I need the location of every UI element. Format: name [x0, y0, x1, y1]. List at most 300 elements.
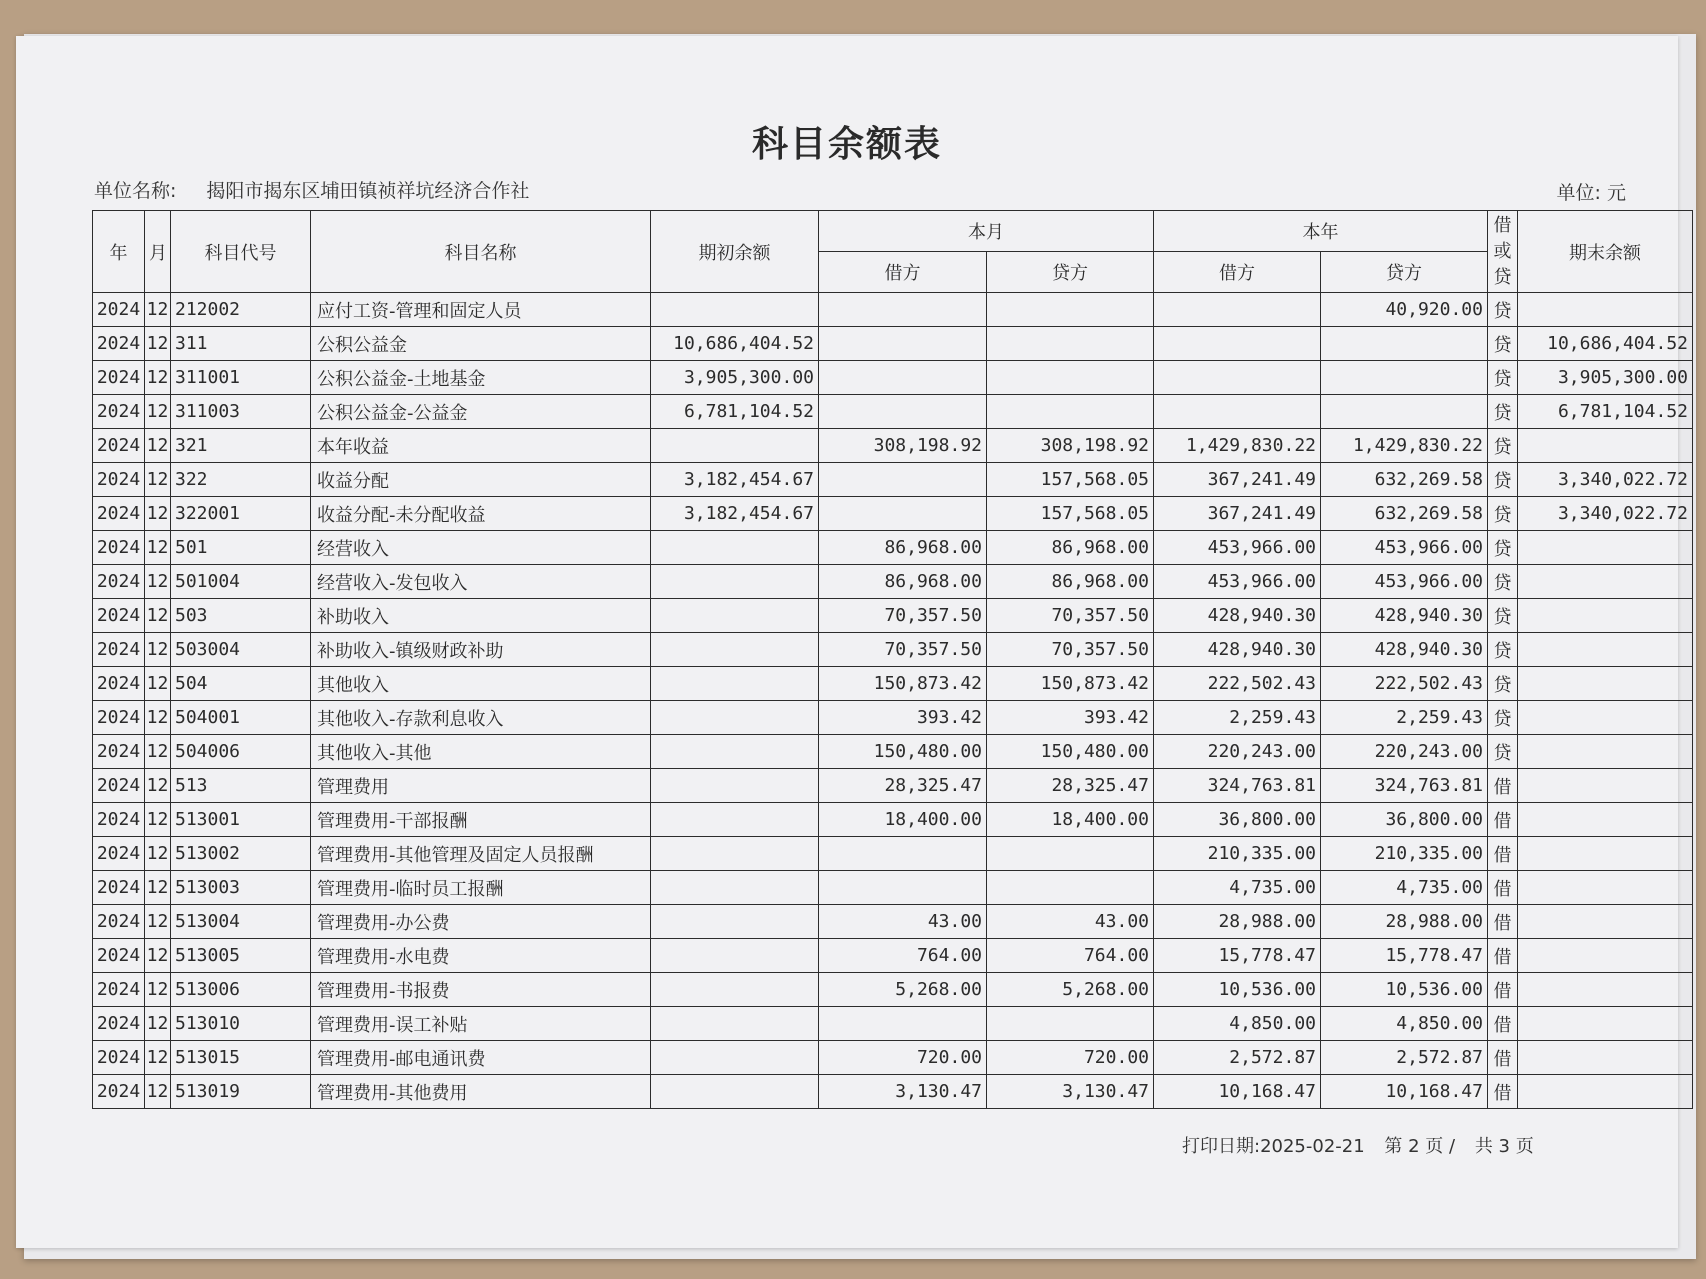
table-row	[93, 293, 1693, 327]
cell-year: 2024	[93, 1007, 145, 1041]
cell-month-debit	[819, 395, 987, 429]
cell-month: 12	[145, 429, 171, 463]
cell-dc: 贷	[1488, 361, 1518, 395]
cell-dc: 贷	[1488, 599, 1518, 633]
header-closing: 期末余额	[1518, 211, 1693, 293]
cell-opening	[651, 701, 819, 735]
cell-name: 收益分配	[311, 463, 651, 497]
cell-closing	[1518, 667, 1693, 701]
cell-month-debit: 70,357.50	[819, 633, 987, 667]
cell-code: 513004	[171, 905, 311, 939]
cell-code: 513002	[171, 837, 311, 871]
document-page	[16, 36, 1688, 1248]
table-row	[93, 565, 1693, 599]
cell-name: 管理费用-邮电通讯费	[311, 1041, 651, 1075]
cell-code: 513001	[171, 803, 311, 837]
cell-opening	[651, 871, 819, 905]
cell-name: 其他收入	[311, 667, 651, 701]
cell-dc: 借	[1488, 1075, 1518, 1109]
cell-year-credit: 220,243.00	[1321, 735, 1488, 769]
cell-name: 管理费用-水电费	[311, 939, 651, 973]
cell-closing	[1518, 1007, 1693, 1041]
header-year-credit: 贷方	[1321, 252, 1488, 293]
header-month-credit: 贷方	[987, 252, 1154, 293]
cell-year-credit: 28,988.00	[1321, 905, 1488, 939]
cell-closing: 3,905,300.00	[1518, 361, 1693, 395]
cell-name: 管理费用-其他管理及固定人员报酬	[311, 837, 651, 871]
cell-year: 2024	[93, 293, 145, 327]
cell-year-debit: 453,966.00	[1154, 565, 1321, 599]
table-row	[93, 633, 1693, 667]
cell-year-credit: 4,735.00	[1321, 871, 1488, 905]
cell-month: 12	[145, 1075, 171, 1109]
cell-name: 应付工资-管理和固定人员	[311, 293, 651, 327]
cell-year-credit	[1321, 327, 1488, 361]
cell-month-debit: 28,325.47	[819, 769, 987, 803]
cell-month-debit: 720.00	[819, 1041, 987, 1075]
cell-name: 经营收入-发包收入	[311, 565, 651, 599]
cell-year-debit	[1154, 293, 1321, 327]
cell-name: 经营收入	[311, 531, 651, 565]
cell-year-credit: 40,920.00	[1321, 293, 1488, 327]
cell-closing	[1518, 565, 1693, 599]
cell-year: 2024	[93, 735, 145, 769]
cell-month: 12	[145, 1041, 171, 1075]
cell-month-debit	[819, 293, 987, 327]
table-row	[93, 871, 1693, 905]
cell-closing: 3,340,022.72	[1518, 497, 1693, 531]
cell-year-debit: 2,572.87	[1154, 1041, 1321, 1075]
cell-month-credit: 70,357.50	[987, 633, 1154, 667]
cell-opening	[651, 1041, 819, 1075]
cell-month-debit: 393.42	[819, 701, 987, 735]
cell-year: 2024	[93, 327, 145, 361]
cell-opening	[651, 735, 819, 769]
cell-opening	[651, 1075, 819, 1109]
cell-opening	[651, 565, 819, 599]
table-row	[93, 429, 1693, 463]
cell-month-credit: 43.00	[987, 905, 1154, 939]
table-row	[93, 327, 1693, 361]
cell-closing	[1518, 905, 1693, 939]
cell-code: 504	[171, 667, 311, 701]
table-row	[93, 599, 1693, 633]
cell-year-credit: 2,572.87	[1321, 1041, 1488, 1075]
cell-year: 2024	[93, 769, 145, 803]
cell-month-debit	[819, 327, 987, 361]
cell-dc: 借	[1488, 871, 1518, 905]
cell-opening: 3,182,454.67	[651, 463, 819, 497]
header-dc-2: 或	[1493, 240, 1512, 262]
cell-month-debit: 150,873.42	[819, 667, 987, 701]
cell-year-credit: 428,940.30	[1321, 633, 1488, 667]
cell-month-debit: 5,268.00	[819, 973, 987, 1007]
cell-year: 2024	[93, 361, 145, 395]
cell-dc: 借	[1488, 1041, 1518, 1075]
cell-month: 12	[145, 395, 171, 429]
table-row	[93, 905, 1693, 939]
cell-opening	[651, 293, 819, 327]
cell-year-debit: 324,763.81	[1154, 769, 1321, 803]
cell-month-debit	[819, 497, 987, 531]
cell-year-credit: 632,269.58	[1321, 497, 1488, 531]
cell-name: 管理费用-误工补贴	[311, 1007, 651, 1041]
cell-code: 321	[171, 429, 311, 463]
cell-year-credit: 2,259.43	[1321, 701, 1488, 735]
cell-month-debit: 150,480.00	[819, 735, 987, 769]
cell-year-credit: 210,335.00	[1321, 837, 1488, 871]
cell-month-debit	[819, 361, 987, 395]
table-row	[93, 395, 1693, 429]
cell-year: 2024	[93, 429, 145, 463]
table-row	[93, 701, 1693, 735]
cell-opening	[651, 803, 819, 837]
cell-code: 503	[171, 599, 311, 633]
cell-month-credit: 157,568.05	[987, 463, 1154, 497]
cell-month: 12	[145, 1007, 171, 1041]
cell-year-debit: 428,940.30	[1154, 633, 1321, 667]
cell-year-credit: 428,940.30	[1321, 599, 1488, 633]
cell-dc: 借	[1488, 939, 1518, 973]
cell-closing: 6,781,104.52	[1518, 395, 1693, 429]
cell-month-credit: 308,198.92	[987, 429, 1154, 463]
cell-closing	[1518, 599, 1693, 633]
cell-code: 503004	[171, 633, 311, 667]
cell-year-credit: 15,778.47	[1321, 939, 1488, 973]
cell-name: 管理费用-书报费	[311, 973, 651, 1007]
cell-name: 管理费用-干部报酬	[311, 803, 651, 837]
cell-month-credit: 720.00	[987, 1041, 1154, 1075]
header-dc-1: 借	[1493, 214, 1512, 236]
cell-month-credit: 3,130.47	[987, 1075, 1154, 1109]
cell-opening	[651, 1007, 819, 1041]
header-month: 月	[145, 211, 171, 293]
cell-code: 513003	[171, 871, 311, 905]
cell-year: 2024	[93, 667, 145, 701]
cell-code: 513019	[171, 1075, 311, 1109]
cell-year-credit: 324,763.81	[1321, 769, 1488, 803]
cell-dc: 借	[1488, 973, 1518, 1007]
cell-opening	[651, 429, 819, 463]
cell-year-credit: 632,269.58	[1321, 463, 1488, 497]
cell-month-credit: 86,968.00	[987, 531, 1154, 565]
cell-month: 12	[145, 701, 171, 735]
unit-name-value: 揭阳市揭东区埔田镇祯祥坑经济合作社	[206, 180, 530, 202]
cell-year: 2024	[93, 395, 145, 429]
cell-month-credit	[987, 395, 1154, 429]
page-footer	[1182, 1132, 1548, 1158]
cell-year-debit: 10,168.47	[1154, 1075, 1321, 1109]
cell-year-credit: 453,966.00	[1321, 531, 1488, 565]
cell-year-debit	[1154, 361, 1321, 395]
header-code: 科目代号	[171, 211, 311, 293]
cell-code: 513006	[171, 973, 311, 1007]
document-title: 科目余额表	[751, 124, 942, 165]
cell-month-credit	[987, 293, 1154, 327]
cell-dc: 贷	[1488, 565, 1518, 599]
cell-opening	[651, 905, 819, 939]
cell-dc: 贷	[1488, 667, 1518, 701]
cell-year-debit: 367,241.49	[1154, 497, 1321, 531]
header-opening: 期初余额	[651, 211, 819, 293]
cell-month: 12	[145, 531, 171, 565]
table-row	[93, 735, 1693, 769]
cell-year-credit: 36,800.00	[1321, 803, 1488, 837]
cell-code: 322001	[171, 497, 311, 531]
header-name: 科目名称	[311, 211, 651, 293]
cell-month-credit: 18,400.00	[987, 803, 1154, 837]
cell-year-debit: 367,241.49	[1154, 463, 1321, 497]
cell-year-debit: 220,243.00	[1154, 735, 1321, 769]
cell-opening	[651, 973, 819, 1007]
cell-month: 12	[145, 463, 171, 497]
cell-year: 2024	[93, 497, 145, 531]
cell-month-debit	[819, 463, 987, 497]
cell-code: 322	[171, 463, 311, 497]
cell-code: 513015	[171, 1041, 311, 1075]
table-row	[93, 1075, 1693, 1109]
cell-year-debit: 222,502.43	[1154, 667, 1321, 701]
cell-name: 管理费用-临时员工报酬	[311, 871, 651, 905]
cell-year: 2024	[93, 871, 145, 905]
cell-dc: 贷	[1488, 633, 1518, 667]
cell-code: 513005	[171, 939, 311, 973]
cell-name: 公积公益金	[311, 327, 651, 361]
cell-month: 12	[145, 667, 171, 701]
cell-year: 2024	[93, 599, 145, 633]
cell-name: 收益分配-未分配收益	[311, 497, 651, 531]
header-this-year: 本年	[1154, 211, 1488, 252]
cell-opening	[651, 667, 819, 701]
header-year-debit: 借方	[1154, 252, 1321, 293]
cell-code: 504006	[171, 735, 311, 769]
cell-month: 12	[145, 633, 171, 667]
cell-year-debit: 428,940.30	[1154, 599, 1321, 633]
print-date: 打印日期:2025-02-21	[1182, 1136, 1365, 1157]
cell-year-debit: 210,335.00	[1154, 837, 1321, 871]
cell-month-credit: 764.00	[987, 939, 1154, 973]
table-row	[93, 803, 1693, 837]
cell-code: 311	[171, 327, 311, 361]
table-row	[93, 361, 1693, 395]
header-dc-3: 贷	[1493, 266, 1512, 288]
cell-month-credit	[987, 1007, 1154, 1041]
cell-dc: 贷	[1488, 463, 1518, 497]
cell-year: 2024	[93, 939, 145, 973]
cell-closing	[1518, 837, 1693, 871]
unit-name-line	[94, 176, 529, 203]
cell-year-debit: 36,800.00	[1154, 803, 1321, 837]
cell-month-debit: 86,968.00	[819, 565, 987, 599]
cell-opening	[651, 633, 819, 667]
cell-month: 12	[145, 939, 171, 973]
cell-closing	[1518, 803, 1693, 837]
cell-dc: 贷	[1488, 293, 1518, 327]
cell-dc: 借	[1488, 905, 1518, 939]
cell-month-credit: 150,480.00	[987, 735, 1154, 769]
cell-closing	[1518, 633, 1693, 667]
cell-opening	[651, 599, 819, 633]
header-month-debit: 借方	[819, 252, 987, 293]
cell-month-credit: 5,268.00	[987, 973, 1154, 1007]
cell-closing	[1518, 701, 1693, 735]
cell-month: 12	[145, 769, 171, 803]
cell-year-debit	[1154, 395, 1321, 429]
cell-name: 其他收入-存款利息收入	[311, 701, 651, 735]
cell-closing: 10,686,404.52	[1518, 327, 1693, 361]
cell-opening: 3,905,300.00	[651, 361, 819, 395]
cell-year: 2024	[93, 1041, 145, 1075]
cell-dc: 贷	[1488, 701, 1518, 735]
cell-month: 12	[145, 871, 171, 905]
table-row	[93, 973, 1693, 1007]
cell-name: 补助收入	[311, 599, 651, 633]
cell-month-debit: 18,400.00	[819, 803, 987, 837]
page-total: 共 3 页	[1474, 1136, 1534, 1157]
cell-month-debit	[819, 1007, 987, 1041]
cell-code: 504001	[171, 701, 311, 735]
cell-month: 12	[145, 327, 171, 361]
cell-year-debit: 1,429,830.22	[1154, 429, 1321, 463]
cell-month-credit: 86,968.00	[987, 565, 1154, 599]
cell-month-debit: 70,357.50	[819, 599, 987, 633]
cell-month-debit: 3,130.47	[819, 1075, 987, 1109]
cell-dc: 贷	[1488, 429, 1518, 463]
cell-year: 2024	[93, 905, 145, 939]
cell-opening	[651, 531, 819, 565]
cell-year: 2024	[93, 463, 145, 497]
cell-dc: 借	[1488, 769, 1518, 803]
cell-closing	[1518, 429, 1693, 463]
cell-closing	[1518, 293, 1693, 327]
cell-month-credit: 70,357.50	[987, 599, 1154, 633]
cell-year: 2024	[93, 803, 145, 837]
cell-closing	[1518, 871, 1693, 905]
unit-name-label: 单位名称:	[94, 180, 177, 202]
cell-month-credit: 393.42	[987, 701, 1154, 735]
cell-code: 501	[171, 531, 311, 565]
cell-closing	[1518, 531, 1693, 565]
cell-dc: 借	[1488, 837, 1518, 871]
cell-year: 2024	[93, 565, 145, 599]
cell-year: 2024	[93, 973, 145, 1007]
cell-month: 12	[145, 735, 171, 769]
cell-code: 212002	[171, 293, 311, 327]
cell-year: 2024	[93, 701, 145, 735]
cell-closing	[1518, 769, 1693, 803]
table-row	[93, 531, 1693, 565]
cell-month: 12	[145, 497, 171, 531]
cell-closing	[1518, 1075, 1693, 1109]
cell-opening	[651, 939, 819, 973]
cell-name: 其他收入-其他	[311, 735, 651, 769]
cell-month-debit	[819, 871, 987, 905]
cell-code: 513	[171, 769, 311, 803]
cell-dc: 贷	[1488, 395, 1518, 429]
table-row	[93, 1041, 1693, 1075]
cell-month-credit	[987, 871, 1154, 905]
cell-year-credit: 222,502.43	[1321, 667, 1488, 701]
cell-year-debit: 4,850.00	[1154, 1007, 1321, 1041]
cell-year-debit: 28,988.00	[1154, 905, 1321, 939]
cell-month-debit: 43.00	[819, 905, 987, 939]
cell-name: 补助收入-镇级财政补助	[311, 633, 651, 667]
cell-month-credit: 28,325.47	[987, 769, 1154, 803]
cell-year-debit: 10,536.00	[1154, 973, 1321, 1007]
header-year: 年	[93, 211, 145, 293]
cell-closing	[1518, 735, 1693, 769]
cell-month: 12	[145, 905, 171, 939]
cell-dc: 借	[1488, 803, 1518, 837]
cell-year-debit: 2,259.43	[1154, 701, 1321, 735]
cell-code: 513010	[171, 1007, 311, 1041]
cell-name: 公积公益金-公益金	[311, 395, 651, 429]
cell-year: 2024	[93, 1075, 145, 1109]
cell-opening: 6,781,104.52	[651, 395, 819, 429]
cell-year-credit: 1,429,830.22	[1321, 429, 1488, 463]
table-row	[93, 667, 1693, 701]
table-row	[93, 1007, 1693, 1041]
cell-year-debit: 4,735.00	[1154, 871, 1321, 905]
cell-year-credit: 453,966.00	[1321, 565, 1488, 599]
cell-month: 12	[145, 293, 171, 327]
cell-year-debit: 15,778.47	[1154, 939, 1321, 973]
cell-opening: 10,686,404.52	[651, 327, 819, 361]
cell-month: 12	[145, 599, 171, 633]
table-row	[93, 939, 1693, 973]
cell-month-debit: 86,968.00	[819, 531, 987, 565]
cell-name: 本年收益	[311, 429, 651, 463]
cell-code: 501004	[171, 565, 311, 599]
page-current: 第 2 页 /	[1384, 1136, 1456, 1157]
cell-name: 管理费用-其他费用	[311, 1075, 651, 1109]
cell-year: 2024	[93, 633, 145, 667]
cell-name: 公积公益金-土地基金	[311, 361, 651, 395]
cell-closing	[1518, 973, 1693, 1007]
cell-month-credit: 150,873.42	[987, 667, 1154, 701]
cell-dc: 贷	[1488, 735, 1518, 769]
cell-year-credit	[1321, 361, 1488, 395]
cell-month-credit	[987, 327, 1154, 361]
currency-unit: 单位: 元	[1556, 182, 1626, 204]
cell-dc: 贷	[1488, 497, 1518, 531]
cell-dc: 贷	[1488, 327, 1518, 361]
cell-month: 12	[145, 973, 171, 1007]
cell-dc: 贷	[1488, 531, 1518, 565]
table-row	[93, 463, 1693, 497]
header-debit-or-credit	[1488, 211, 1518, 293]
cell-year: 2024	[93, 531, 145, 565]
table-row	[93, 497, 1693, 531]
cell-month: 12	[145, 361, 171, 395]
cell-year: 2024	[93, 837, 145, 871]
cell-month-debit: 764.00	[819, 939, 987, 973]
table-row	[93, 769, 1693, 803]
cell-year-credit: 10,536.00	[1321, 973, 1488, 1007]
cell-opening	[651, 837, 819, 871]
cell-month-debit: 308,198.92	[819, 429, 987, 463]
cell-year-debit: 453,966.00	[1154, 531, 1321, 565]
cell-month-credit	[987, 837, 1154, 871]
cell-name: 管理费用-办公费	[311, 905, 651, 939]
cell-month-credit	[987, 361, 1154, 395]
cell-closing	[1518, 939, 1693, 973]
cell-year-credit: 4,850.00	[1321, 1007, 1488, 1041]
cell-year-credit: 10,168.47	[1321, 1075, 1488, 1109]
table-row	[93, 837, 1693, 871]
cell-closing: 3,340,022.72	[1518, 463, 1693, 497]
cell-year-credit	[1321, 395, 1488, 429]
